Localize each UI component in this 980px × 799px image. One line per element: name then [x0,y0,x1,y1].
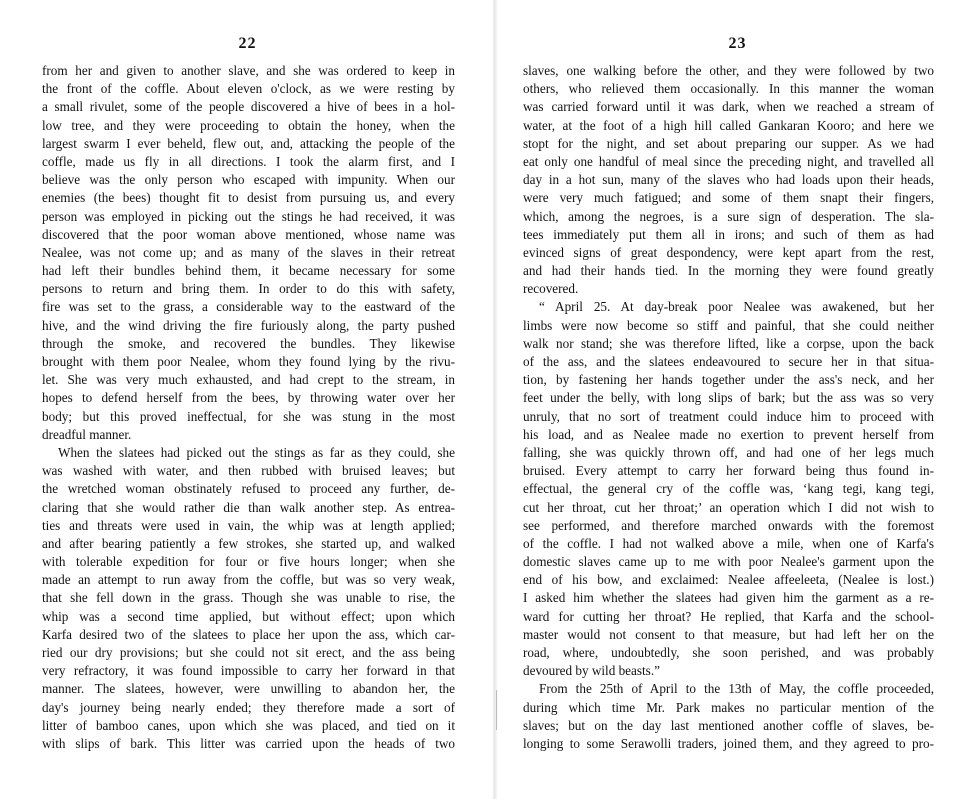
text-line: of the coffle. I had not walked above a mile, when one of Karfa's [523,535,934,551]
text-line: coffle, made us fly in all directions. I took the alarm first, and I [42,153,455,169]
text-line: through the smoke, and recovered the bundles. They likewise [42,335,455,351]
text-line: walk nor stand; she was therefore lifted, like a corpse, upon the back [523,335,934,351]
text-line: was carried forward until it was dark, when we reached a stream of [523,99,934,115]
text-line: tees immediately put them all in irons; and such of them as had [523,226,934,242]
text-line: ried our dry provisions; but she could not sit erect, and the ass being [42,645,455,660]
text-line: manner. The slatees, however, were unwilling to abandon her, the [42,681,455,697]
text-line: were very much fatigued; and some of them snapt their fingers, [523,190,934,206]
text-line: let. She was very much exhausted, and had crept to the stream, in [42,372,455,388]
text-line: see performed, and therefore marched onwards with the foremost [523,517,934,533]
text-line: and had their hands tied. In the morning they were found greatly [523,263,934,279]
text-line: body; but this proved ineffectual, for she was stung in the most [42,408,455,424]
text-line: was washed with water, and then rubbed with bruised leaves; but [42,463,455,479]
text-line: end of his bow, and exclaimed: Nealee affeeleeta, (Nealee is lost.) [523,572,934,588]
text-line: the front of the coffle. About eleven o'clock, as we were resting by [42,81,455,97]
text-line: person was employed in picking out the stings he had received, it was [42,208,455,224]
text-line: with slips of bark. This litter was carried upon the heads of two [42,735,455,751]
text-line: feet under the belly, with long slips of bark; but the ass was so very [523,390,934,406]
text-line: limbs were now become so stiff and painful, that she could neither [523,317,934,333]
text-line: whip was a second time applied, but without effect; upon which [42,608,455,624]
text-line: litter of bamboo canes, upon which she was placed, and tied on it [42,717,455,733]
text-line: devoured by wild beasts.” [523,663,660,679]
text-line: water, at the foot of a high hill called Gankaran Kooro; and here we [523,117,934,133]
text-line: discovered that the poor woman above mentioned, whose name was [42,226,455,242]
text-line: master would not consent to that measure, but had left her on the [523,626,934,642]
text-line: road, where, undoubtedly, she soon perished, and was probably [523,645,934,660]
page-number: 23 [728,35,747,52]
text-line: hive, and the wind driving the fire furiously along, the party pushed [42,317,455,333]
text-line: that she fell down in the grass. Though she was unable to rise, the [42,590,455,606]
paragraph [42,62,455,444]
text-line: with tolerable expedition for four or five hours longer; when she [42,554,455,570]
paragraph [42,444,455,753]
text-line: slaves; but on the day last mentioned another coffle of slaves, be- [523,717,934,733]
text-line: effectual, the general cry of the coffle was, ‘kang tegi, kang tegi, [523,481,934,497]
text-line: eat only one handful of meal since the preceding night, and travelled all [523,153,934,169]
text-line: made an attempt to run away from the coffle, but was so very weak, [42,572,455,588]
text-line: cut her throat, cut her throat;’ an operation which I did not wish to [523,499,934,515]
text-line: enemies (the bees) thought fit to desist from pursuing us, and every [42,190,455,206]
paragraph [523,298,934,680]
text-line: persons to return and bring them. In order to do this with safety, [42,281,455,297]
text-line: From the 25th of April to the 13th of May, the coffle proceeded, [539,681,934,697]
text-line: Karfa desired two of the slatees to place her upon the ass, which car- [42,626,455,642]
text-line: had left their bundles behind them, it became necessary for some [42,263,455,279]
text-line: of the ass, and the slatees endeavoured to secure her in that situa- [523,354,934,369]
text-line: falling, she was quickly thrown off, and had one of her legs much [523,444,934,460]
text-line: hopes to defend herself from the bees, by throwing water over her [42,390,455,406]
text-line: I asked him whether the slatees had given him the garment as a re- [523,590,934,606]
text-line: bruised. Every attempt to carry her forward being thus found in- [523,463,934,479]
text-line: evinced signs of great despondency, were kept apart from the rest, [523,244,934,260]
text-line: “ April 25. At day-break poor Nealee was awakened, but her [539,299,934,315]
text-line: ties and threats were used in vain, the whip was at length applied; [42,517,455,533]
text-line: low tree, and they were proceeding to obtain the honey, when the [42,117,455,133]
text-line: which, among the negroes, is a sure sign of desperation. The sla- [523,208,934,224]
text-line: and after bearing patiently a few strokes, she started up, and walked [42,535,455,551]
page-number: 22 [238,35,257,52]
text-line: day's journey being nearly ended; they therefore made a sort of [42,699,455,715]
text-line: tion, by fastening her hands together under the ass's neck, and her [523,372,934,388]
text-line: very refractory, it was found impossible to carry her forward in that [42,663,455,679]
text-line: longing to some Serawolli traders, joined them, and they agreed to pro- [523,735,934,751]
page-body [523,62,934,753]
right-page [495,0,980,799]
text-line: believe was the only person who escaped with impunity. When our [42,172,455,188]
text-line: claring that she would rather die than walk another step. As entrea- [42,499,455,515]
text-line: largest swarm I ever beheld, flew out, and, attacking the people of the [42,135,455,151]
text-line: unruly, that no sort of treatment could induce him to proceed with [523,408,934,424]
text-line: recovered. [523,281,579,297]
text-line: ward for cutting her throat? He replied, that Karfa and the school- [523,608,934,624]
text-line: dreadful manner. [42,426,132,442]
text-line: brought with them poor Nealee, whom they found lying by the rivu- [42,354,455,369]
text-line: day in a hot sun, many of the slaves who had loads upon their heads, [523,172,934,188]
paragraph [523,62,934,298]
text-line: during which time Mr. Park makes no particular mention of the [523,699,934,715]
text-line: fire was set to the grass, a considerable way to the eastward of the [42,299,455,315]
text-line: stopt for the night, and set about preparing our supper. As we had [523,135,934,151]
text-line: slaves, one walking before the other, and they were followed by two [523,63,934,78]
text-line: Nealee, was not come up; and as many of the slaves in their retreat [42,244,455,260]
text-line: from her and given to another slave, and she was ordered to keep in [42,63,455,78]
text-line: When the slatees had picked out the stings as far as they could, she [58,444,455,460]
text-line: a small rivulet, some of the people discovered a hive of bees in a hol- [42,99,455,115]
text-line: others, who relieved them occasionally. In this manner the woman [523,81,934,97]
page-body [42,62,455,753]
text-line: the wretched woman obstinately refused to proceed any further, de- [42,481,455,497]
text-line: domestic slaves came up to me with poor Nealee's garment upon the [523,554,934,570]
paragraph [523,680,934,753]
text-line: his load, and as Nealee made no exertion to prevent herself from [523,426,934,442]
